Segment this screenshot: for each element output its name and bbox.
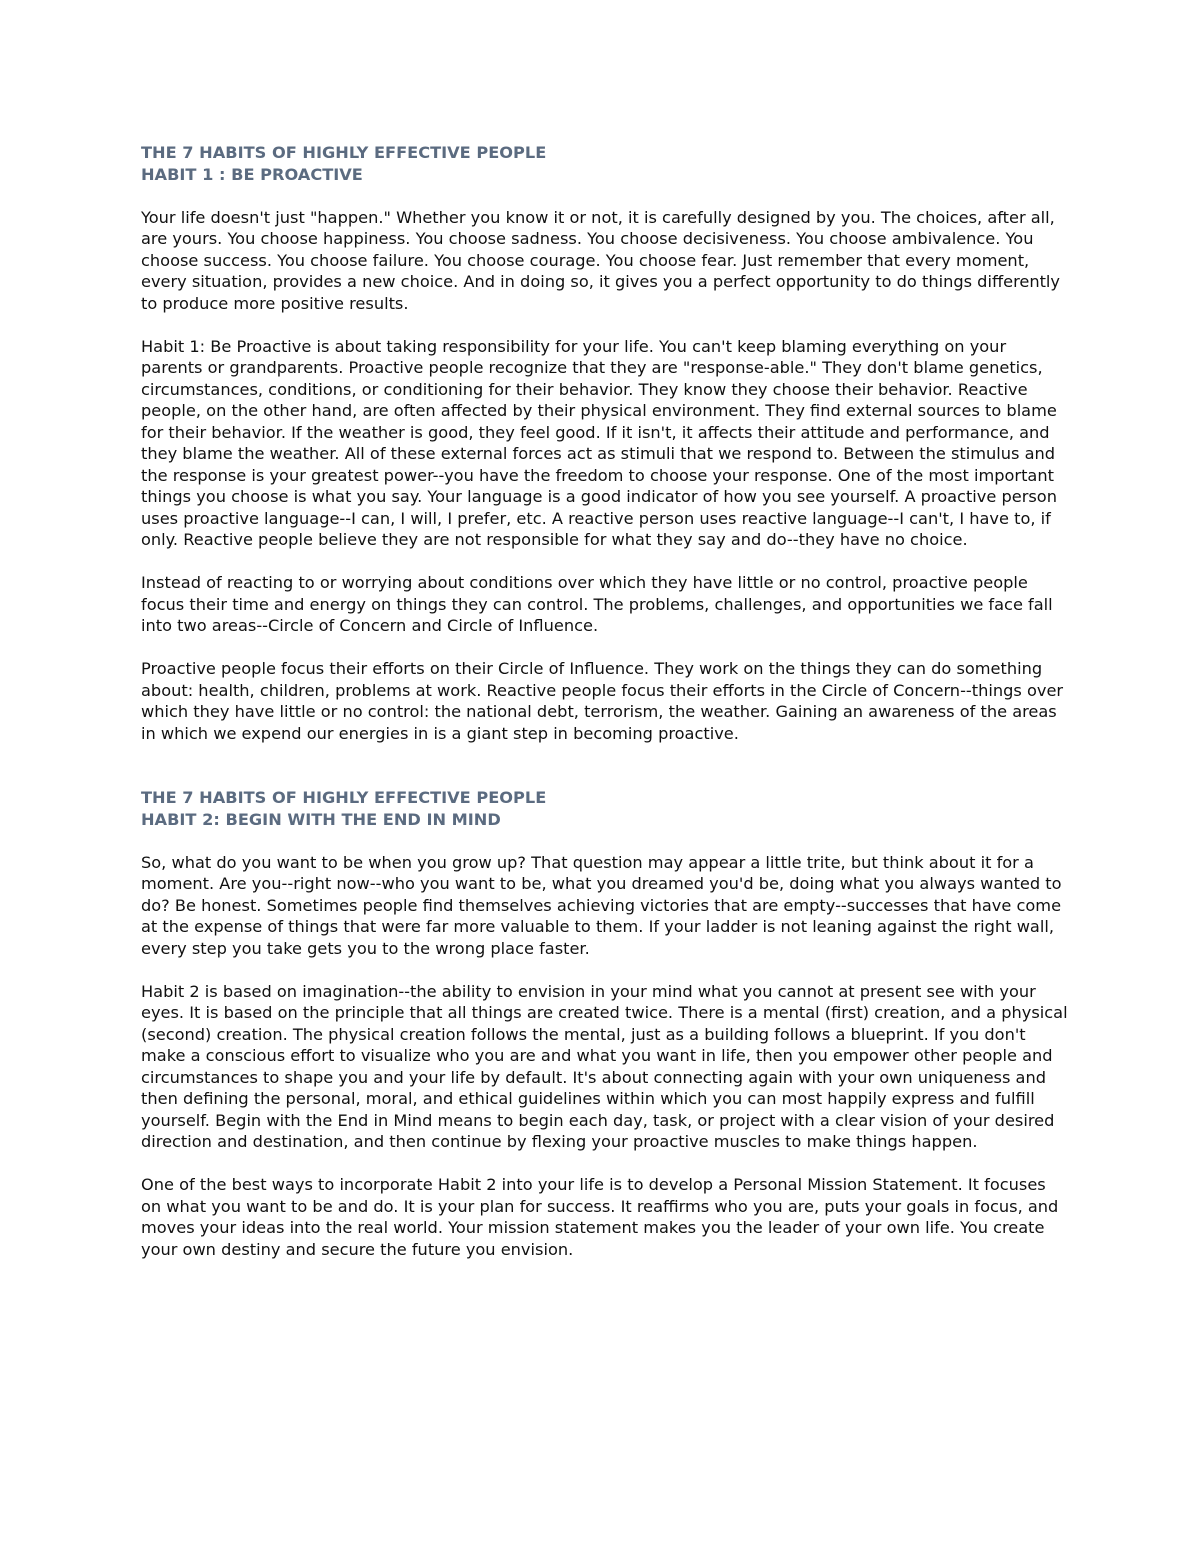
- habit-title: HABIT 1 : BE PROACTIVE: [141, 164, 363, 184]
- paragraph: Proactive people focus their efforts on their Circle of Influence. They work on the things they can do something about: health, children, problems at work. Reactive people focus their efforts in the Circle of Concern--things over which they have little or no control: the national debt, terrorism, the weather. Gaining an awareness of the areas in which we expend our energies in is a giant step in becoming proactive.: [141, 659, 1064, 743]
- section-title: THE 7 HABITS OF HIGHLY EFFECTIVE PEOPLE: [141, 788, 547, 807]
- paragraph: Instead of reacting to or worrying about conditions over which they have little or no control, proactive people focus their time and energy on things they can control. The problems, challenges, and opportunities we face fall into two areas--Circle of Concern and Circle of Influence.: [141, 573, 1053, 635]
- habit-title: HABIT 2: BEGIN WITH THE END IN MIND: [141, 809, 501, 829]
- section-title: THE 7 HABITS OF HIGHLY EFFECTIVE PEOPLE: [141, 143, 547, 162]
- paragraph: Habit 2 is based on imagination--the ability to envision in your mind what you cannot at present see with your eyes. It is based on the principle that all things are created twice. There is a mental (first) creation, and a physical (second) creation. The physical creation follows the mental, just as a building follows a blueprint. If you don't make a conscious effort to visualize who you are and what you want in life, then you empower other people and circumstances to shape you and your life by default. It's about connecting again with your own uniqueness and then defining the personal, moral, and ethical guidelines within which you can most happily express and fulfill yourself. Begin with the End in Mind means to begin each day, task, or project with a clear vision of your desired direction and destination, and then continue by flexing your proactive muscles to make things happen.: [141, 981, 1068, 1151]
- section-habit-1: [141, 142, 1071, 744]
- paragraph: Your life doesn't just "happen." Whether you know it or not, it is carefully designed by you. The choices, after all, are yours. You choose happiness. You choose sadness. You choose decisiveness. You choose ambivalence. You choose success. You choose failure. You choose courage. You choose fear. Just remember that every moment, every situation, provides a new choice. And in doing so, it gives you a perfect opportunity to do things differently to produce more positive results.: [141, 207, 1061, 313]
- document-page: [141, 142, 1071, 1282]
- paragraph: So, what do you want to be when you grow up? That question may appear a little trite, but think about it for a moment. Are you--right now--who you want to be, what you dreamed you'd be, doing what you always wanted to do? Be honest. Sometimes people find themselves achieving victories that are empty--successes that have come at the expense of things that were far more valuable to them. If your ladder is not leaning against the right wall, every step you take gets you to the wrong place faster.: [141, 852, 1062, 958]
- paragraph: Habit 1: Be Proactive is about taking responsibility for your life. You can't keep blaming everything on your parents or grandparents. Proactive people recognize that they are "response-able." They don't blame genetics, circumstances, conditions, or conditioning for their behavior. They know they choose their behavior. Reactive people, on the other hand, are often affected by their physical environment. They find external sources to blame for their behavior. If the weather is good, they feel good. If it isn't, it affects their attitude and performance, and they blame the weather. All of these external forces act as stimuli that we respond to. Between the stimulus and the response is your greatest power--you have the freedom to choose your response. One of the most important things you choose is what you say. Your language is a good indicator of how you see yourself. A proactive person uses proactive language--I can, I will, I prefer, etc. A reactive person uses reactive language--I can't, I have to, if only. Reactive people believe they are not responsible for what they say and do--they have no choice.: [141, 336, 1057, 549]
- section-habit-2: [141, 787, 1071, 1260]
- paragraph: One of the best ways to incorporate Habit 2 into your life is to develop a Personal Mission Statement. It focuses on what you want to be and do. It is your plan for success. It reaffirms who you are, puts your goals in focus, and moves your ideas into the real world. Your mission statement makes you the leader of your own life. You create your own destiny and secure the future you envision.: [141, 1175, 1059, 1259]
